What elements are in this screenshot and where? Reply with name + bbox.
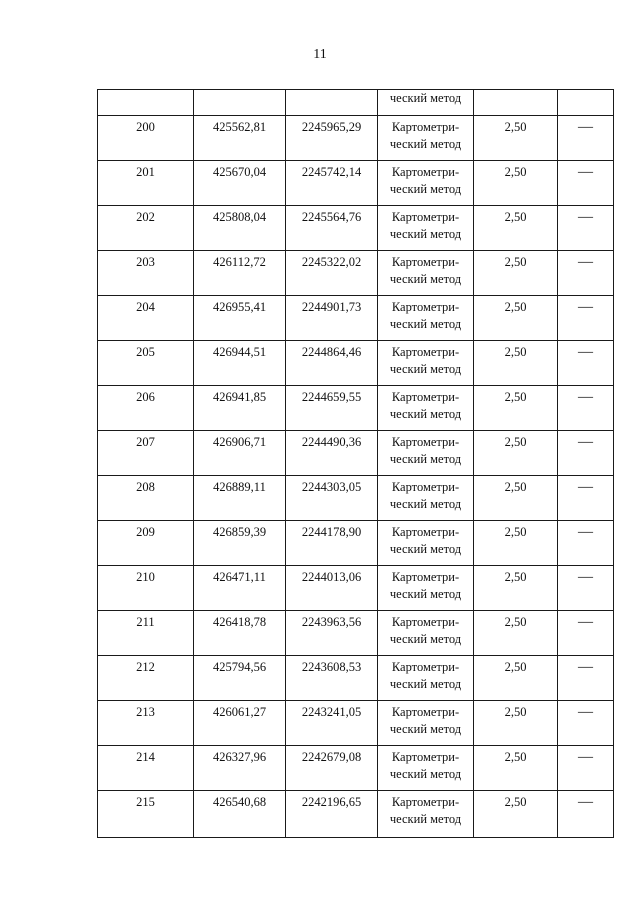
- method-text: [378, 206, 473, 243]
- page-number: 11: [313, 47, 327, 62]
- cell-point-number: [98, 161, 194, 206]
- table-row: [98, 791, 614, 838]
- method-line: ческий метод: [389, 497, 462, 511]
- method-line: Картометри-: [391, 615, 460, 629]
- method-line: ческий метод: [389, 587, 462, 601]
- method-line: ческий метод: [389, 767, 462, 781]
- cell-x-coordinate: [194, 251, 286, 296]
- cell-error: [474, 791, 558, 838]
- cell-point-number: [98, 611, 194, 656]
- method-text: [378, 746, 473, 783]
- method-text: [378, 476, 473, 513]
- cell-y-coordinate: [286, 566, 378, 611]
- cell-y-coordinate-text: 2244013,06: [301, 570, 362, 584]
- cell-y-coordinate-text: 2245965,29: [301, 120, 362, 134]
- cell-method: [378, 116, 474, 161]
- cell-note: [558, 116, 614, 161]
- method-line: ческий метод: [389, 317, 462, 331]
- cell-method: [378, 566, 474, 611]
- method-line: ческий метод: [389, 362, 462, 376]
- cell-error: [474, 521, 558, 566]
- cell-point-number-text: 205: [136, 345, 155, 359]
- cell-note: [558, 611, 614, 656]
- cell-note: [558, 161, 614, 206]
- cell-x-coordinate: [194, 161, 286, 206]
- cell-note-text: —: [578, 299, 593, 315]
- cell-point-number-text: 204: [136, 300, 155, 314]
- cell-error: [474, 566, 558, 611]
- method-line: Картометри-: [391, 795, 460, 809]
- table-row: [98, 431, 614, 476]
- method-line: Картометри-: [391, 750, 460, 764]
- method-line: ческий метод: [389, 272, 462, 286]
- method-line: Картометри-: [391, 525, 460, 539]
- cell-note-text: —: [578, 389, 593, 405]
- cell-note-text: —: [578, 119, 593, 135]
- cell-point-number-text: 206: [136, 390, 155, 404]
- cell-y-coordinate: [286, 251, 378, 296]
- cell-x-coordinate: [194, 656, 286, 701]
- cell-error: [474, 656, 558, 701]
- cell-point-number: [98, 521, 194, 566]
- cell-y-coordinate-text: 2244178,90: [301, 525, 362, 539]
- table-row: [98, 476, 614, 521]
- cell-y-coordinate: [286, 611, 378, 656]
- cell-x-coordinate-text: 426327,96: [212, 750, 267, 764]
- method-line: Картометри-: [391, 255, 460, 269]
- cell-note: [558, 701, 614, 746]
- cell-method: [378, 476, 474, 521]
- cell-note: [558, 251, 614, 296]
- table-row: [98, 206, 614, 251]
- cell-error: [474, 90, 558, 116]
- cell-y-coordinate: [286, 656, 378, 701]
- cell-point-number-text: 213: [136, 705, 155, 719]
- cell-method: [378, 296, 474, 341]
- cell-x-coordinate: [194, 701, 286, 746]
- method-line: Картометри-: [391, 300, 460, 314]
- cell-note: [558, 341, 614, 386]
- cell-error: [474, 161, 558, 206]
- cell-x-coordinate: [194, 431, 286, 476]
- cell-x-coordinate-text: 426540,68: [212, 795, 267, 809]
- cell-point-number-text: 201: [136, 165, 155, 179]
- cell-x-coordinate: [194, 206, 286, 251]
- table-row: [98, 296, 614, 341]
- cell-method: [378, 791, 474, 838]
- method-line: Картометри-: [391, 390, 460, 404]
- cell-note: [558, 431, 614, 476]
- cell-method: [378, 251, 474, 296]
- cell-error-text: 2,50: [504, 165, 527, 179]
- cell-note: [558, 566, 614, 611]
- cell-x-coordinate: [194, 566, 286, 611]
- cell-method: [378, 341, 474, 386]
- cell-note-text: —: [578, 479, 593, 495]
- method-line: ческий метод: [389, 137, 462, 151]
- cell-note-text: —: [578, 749, 593, 765]
- cell-y-coordinate-text: 2243963,56: [301, 615, 362, 629]
- cell-error: [474, 206, 558, 251]
- method-line: ческий метод: [389, 542, 462, 556]
- cell-x-coordinate-text: 426889,11: [213, 480, 266, 494]
- method-text: [378, 701, 473, 738]
- cell-y-coordinate-text: 2244864,46: [301, 345, 362, 359]
- cell-error-text: 2,50: [504, 390, 527, 404]
- cell-point-number-text: 211: [136, 615, 155, 629]
- method-line: ческий метод: [389, 227, 462, 241]
- cell-y-coordinate: [286, 746, 378, 791]
- cell-point-number: [98, 206, 194, 251]
- cell-point-number: [98, 296, 194, 341]
- cell-method: [378, 431, 474, 476]
- cell-point-number-text: 200: [136, 120, 155, 134]
- method-text: [378, 611, 473, 648]
- cell-error-text: 2,50: [504, 300, 527, 314]
- cell-error: [474, 341, 558, 386]
- cell-method: [378, 521, 474, 566]
- table-row: [98, 116, 614, 161]
- cell-error: [474, 116, 558, 161]
- method-text: [378, 521, 473, 558]
- method-line: ческий метод: [389, 407, 462, 421]
- cell-x-coordinate: [194, 746, 286, 791]
- cell-error-text: 2,50: [504, 525, 527, 539]
- method-line: ческий метод: [389, 452, 462, 466]
- cell-point-number-text: 203: [136, 255, 155, 269]
- cell-error: [474, 611, 558, 656]
- cell-note: [558, 386, 614, 431]
- cell-error-text: 2,50: [504, 255, 527, 269]
- method-line: ческий метод: [389, 812, 462, 826]
- cell-note: [558, 90, 614, 116]
- cell-x-coordinate-text: 426418,78: [212, 615, 267, 629]
- table-row: [98, 566, 614, 611]
- cell-error: [474, 431, 558, 476]
- cell-note-text: —: [578, 569, 593, 585]
- cell-x-coordinate-text: 426906,71: [212, 435, 267, 449]
- table-row: [98, 746, 614, 791]
- table-row: [98, 341, 614, 386]
- cell-x-coordinate-text: 426471,11: [213, 570, 266, 584]
- cell-y-coordinate-text: 2243241,05: [301, 705, 362, 719]
- cell-point-number: [98, 341, 194, 386]
- cell-point-number-text: 210: [136, 570, 155, 584]
- table-row: [98, 521, 614, 566]
- method-line: Картометри-: [391, 210, 460, 224]
- cell-point-number-text: 207: [136, 435, 155, 449]
- cell-note-text: —: [578, 254, 593, 270]
- cell-x-coordinate: [194, 521, 286, 566]
- method-line: Картометри-: [391, 705, 460, 719]
- cell-error-text: 2,50: [504, 480, 527, 494]
- cell-error-text: 2,50: [504, 795, 527, 809]
- cell-y-coordinate-text: 2245742,14: [301, 165, 362, 179]
- method-text: [378, 566, 473, 603]
- table-row: [98, 656, 614, 701]
- method-text: [378, 386, 473, 423]
- coordinates-table: [97, 89, 614, 838]
- cell-point-number: [98, 431, 194, 476]
- cell-note: [558, 656, 614, 701]
- table-body: [98, 90, 614, 838]
- cell-y-coordinate: [286, 206, 378, 251]
- method-line: ческий метод: [389, 91, 462, 105]
- method-text: [378, 431, 473, 468]
- cell-y-coordinate-text: 2244303,05: [301, 480, 362, 494]
- cell-y-coordinate: [286, 701, 378, 746]
- method-line: Картометри-: [391, 480, 460, 494]
- cell-error: [474, 251, 558, 296]
- cell-x-coordinate: [194, 90, 286, 116]
- cell-point-number: [98, 701, 194, 746]
- cell-point-number: [98, 90, 194, 116]
- cell-note-text: —: [578, 434, 593, 450]
- cell-x-coordinate-text: 426112,72: [213, 255, 266, 269]
- cell-y-coordinate-text: 2242196,65: [301, 795, 362, 809]
- cell-x-coordinate-text: 425562,81: [212, 120, 267, 134]
- cell-point-number: [98, 251, 194, 296]
- table-row: [98, 161, 614, 206]
- cell-x-coordinate-text: 426061,27: [212, 705, 267, 719]
- cell-x-coordinate: [194, 341, 286, 386]
- method-text: [378, 656, 473, 693]
- cell-x-coordinate: [194, 611, 286, 656]
- cell-note-text: —: [578, 614, 593, 630]
- cell-y-coordinate: [286, 296, 378, 341]
- cell-point-number-text: 214: [136, 750, 155, 764]
- cell-error-text: 2,50: [504, 120, 527, 134]
- cell-error: [474, 476, 558, 521]
- cell-note: [558, 521, 614, 566]
- cell-method: [378, 746, 474, 791]
- cell-note: [558, 206, 614, 251]
- cell-error-text: 2,50: [504, 435, 527, 449]
- cell-error-text: 2,50: [504, 210, 527, 224]
- cell-y-coordinate: [286, 386, 378, 431]
- cell-note-text: —: [578, 344, 593, 360]
- cell-y-coordinate-text: 2244659,55: [301, 390, 362, 404]
- cell-note: [558, 746, 614, 791]
- cell-point-number-text: 215: [136, 795, 155, 809]
- cell-error-text: 2,50: [504, 750, 527, 764]
- method-line: Картометри-: [391, 120, 460, 134]
- cell-x-coordinate: [194, 116, 286, 161]
- cell-y-coordinate: [286, 341, 378, 386]
- method-line: ческий метод: [389, 632, 462, 646]
- cell-x-coordinate-text: 426859,39: [212, 525, 267, 539]
- cell-y-coordinate: [286, 476, 378, 521]
- cell-note: [558, 296, 614, 341]
- cell-note: [558, 791, 614, 838]
- cell-method: [378, 386, 474, 431]
- method-line: Картометри-: [391, 165, 460, 179]
- cell-method: [378, 611, 474, 656]
- cell-method: [378, 701, 474, 746]
- cell-point-number: [98, 386, 194, 431]
- cell-error-text: 2,50: [504, 570, 527, 584]
- table-row-continuation: [98, 90, 614, 116]
- cell-y-coordinate-text: 2245322,02: [301, 255, 362, 269]
- cell-point-number: [98, 116, 194, 161]
- cell-y-coordinate: [286, 90, 378, 116]
- method-text: [378, 341, 473, 378]
- method-line: Картометри-: [391, 570, 460, 584]
- cell-error-text: 2,50: [504, 345, 527, 359]
- cell-method: [378, 161, 474, 206]
- cell-y-coordinate-text: 2244901,73: [301, 300, 362, 314]
- cell-error: [474, 386, 558, 431]
- cell-y-coordinate-text: 2244490,36: [301, 435, 362, 449]
- cell-x-coordinate-text: 425808,04: [212, 210, 267, 224]
- cell-point-number: [98, 476, 194, 521]
- cell-y-coordinate-text: 2245564,76: [301, 210, 362, 224]
- cell-y-coordinate: [286, 116, 378, 161]
- cell-y-coordinate-text: 2243608,53: [301, 660, 362, 674]
- cell-point-number-text: 202: [136, 210, 155, 224]
- cell-point-number: [98, 746, 194, 791]
- cell-note-text: —: [578, 794, 593, 810]
- cell-x-coordinate-text: 426941,85: [212, 390, 267, 404]
- table-row: [98, 386, 614, 431]
- cell-note-text: —: [578, 164, 593, 180]
- cell-error-text: 2,50: [504, 660, 527, 674]
- method-line: Картометри-: [391, 660, 460, 674]
- cell-note-text: —: [578, 704, 593, 720]
- table-row: [98, 701, 614, 746]
- method-line: Картометри-: [391, 345, 460, 359]
- method-text: [378, 161, 473, 198]
- cell-error: [474, 701, 558, 746]
- cell-note-text: —: [578, 659, 593, 675]
- cell-note-text: —: [578, 209, 593, 225]
- cell-y-coordinate: [286, 791, 378, 838]
- method-line: ческий метод: [389, 677, 462, 691]
- cell-method: [378, 656, 474, 701]
- cell-x-coordinate-text: 425794,56: [212, 660, 267, 674]
- cell-x-coordinate-text: 426944,51: [212, 345, 267, 359]
- cell-y-coordinate: [286, 521, 378, 566]
- method-text: [378, 791, 473, 828]
- cell-point-number-text: 209: [136, 525, 155, 539]
- cell-x-coordinate: [194, 476, 286, 521]
- cell-x-coordinate-text: 426955,41: [212, 300, 267, 314]
- cell-point-number-text: 208: [136, 480, 155, 494]
- method-text: [378, 116, 473, 153]
- cell-method: [378, 206, 474, 251]
- cell-method: [378, 90, 474, 116]
- cell-point-number: [98, 791, 194, 838]
- cell-error-text: 2,50: [504, 615, 527, 629]
- cell-x-coordinate-text: 425670,04: [212, 165, 267, 179]
- cell-x-coordinate: [194, 791, 286, 838]
- table-row: [98, 251, 614, 296]
- table-row: [98, 611, 614, 656]
- method-text: [378, 251, 473, 288]
- method-text: [378, 296, 473, 333]
- cell-note: [558, 476, 614, 521]
- cell-point-number: [98, 656, 194, 701]
- cell-point-number-text: 212: [136, 660, 155, 674]
- method-line: Картометри-: [391, 435, 460, 449]
- cell-y-coordinate: [286, 161, 378, 206]
- cell-note-text: —: [578, 524, 593, 540]
- cell-y-coordinate: [286, 431, 378, 476]
- cell-y-coordinate-text: 2242679,08: [301, 750, 362, 764]
- cell-error-text: 2,50: [504, 705, 527, 719]
- cell-x-coordinate: [194, 386, 286, 431]
- method-line: ческий метод: [389, 182, 462, 196]
- cell-error: [474, 296, 558, 341]
- cell-error: [474, 746, 558, 791]
- method-line: ческий метод: [389, 722, 462, 736]
- cell-point-number: [98, 566, 194, 611]
- cell-x-coordinate: [194, 296, 286, 341]
